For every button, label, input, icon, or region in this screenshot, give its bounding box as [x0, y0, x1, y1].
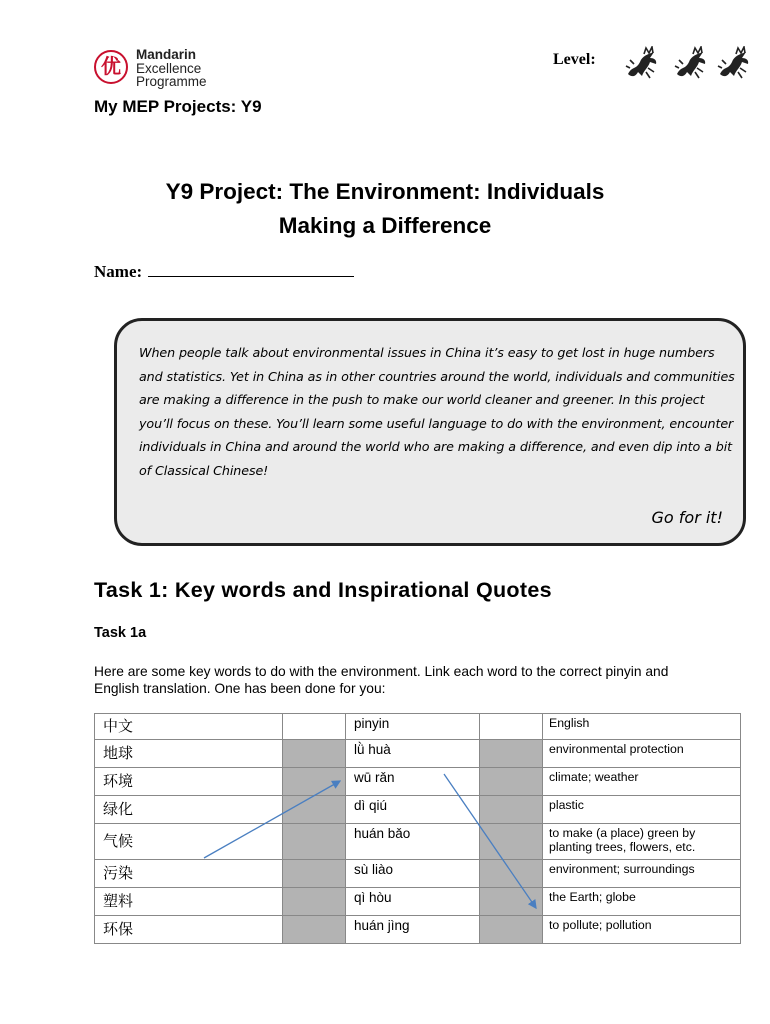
link-gap-cell[interactable]: [480, 796, 543, 824]
pinyin-word[interactable]: sù liào: [346, 860, 480, 888]
table-row: [95, 768, 741, 796]
link-gap-cell[interactable]: [283, 916, 346, 944]
header-pinyin: pinyin: [346, 714, 480, 740]
task-instruction: Here are some key words to do with the environment. Link each word to the correct pinyin and English translation. One has been done for you:: [94, 664, 669, 696]
pinyin-word[interactable]: huán jìng: [346, 916, 480, 944]
pinyin-word[interactable]: lǜ huà: [346, 740, 480, 768]
name-field: [94, 262, 354, 282]
dragon-icon: [624, 46, 660, 80]
link-gap-cell[interactable]: [480, 768, 543, 796]
link-gap-cell[interactable]: [283, 824, 346, 860]
table-row: [95, 796, 741, 824]
table-row: [95, 860, 741, 888]
link-gap-cell[interactable]: [480, 740, 543, 768]
logo-line-2: Excellence: [136, 60, 202, 76]
link-gap-cell[interactable]: [283, 768, 346, 796]
link-gap-cell[interactable]: [480, 888, 543, 916]
dragon-icon: [716, 46, 752, 80]
pinyin-word[interactable]: qì hòu: [346, 888, 480, 916]
chinese-word[interactable]: 地球: [95, 740, 283, 768]
english-word[interactable]: environmental protection: [543, 740, 741, 768]
pinyin-word[interactable]: wū rǎn: [346, 768, 480, 796]
english-word[interactable]: plastic: [543, 796, 741, 824]
link-gap-cell[interactable]: [480, 916, 543, 944]
name-label: Name:: [94, 262, 143, 281]
link-gap-cell: [283, 714, 346, 740]
link-gap-cell[interactable]: [480, 860, 543, 888]
page-title-line-2: Making a Difference: [278, 213, 492, 238]
english-word[interactable]: the Earth; globe: [543, 888, 741, 916]
english-word[interactable]: to make (a place) green by planting trees, flowers, etc.: [543, 824, 741, 860]
chinese-word[interactable]: 气候: [95, 824, 283, 860]
mep-logo: [94, 48, 234, 92]
chinese-word[interactable]: 环境: [95, 768, 283, 796]
english-word[interactable]: to pollute; pollution: [543, 916, 741, 944]
intro-callout: [114, 318, 746, 546]
dragon-icon: [673, 46, 709, 80]
keyword-table: [94, 713, 741, 944]
logo-wordmark: [136, 48, 207, 89]
subtask-heading: Task 1a: [94, 625, 147, 641]
link-gap-cell[interactable]: [283, 860, 346, 888]
logo-line-1: Mandarin: [136, 47, 197, 62]
link-gap-cell[interactable]: [283, 796, 346, 824]
pinyin-word[interactable]: dì qiú: [346, 796, 480, 824]
level-label: Level:: [553, 51, 596, 68]
chinese-word[interactable]: 绿化: [95, 796, 283, 824]
link-gap-cell[interactable]: [283, 740, 346, 768]
chinese-word[interactable]: 塑料: [95, 888, 283, 916]
intro-text: When people talk about environmental issues in China it’s easy to get lost in huge numbers and statistics. Yet in China as in other countries around the world, individuals and communities are making a difference in the push to make our world cleaner and greener. In this project you’ll focus on these. You’ll learn some useful language to do with the environment, encounter individuals in China and around the world who are making a difference, and even dip into a bit of Classical Chinese!: [139, 345, 735, 478]
logo-character: 优: [101, 56, 121, 78]
chinese-word[interactable]: 污染: [95, 860, 283, 888]
breadcrumb: My MEP Projects: Y9: [94, 97, 262, 116]
link-gap-cell[interactable]: [283, 888, 346, 916]
link-gap-cell[interactable]: [480, 824, 543, 860]
table-header-row: [95, 714, 741, 740]
page-title-line-1: Y9 Project: The Environment: Individuals: [165, 179, 605, 204]
header-english: English: [543, 714, 741, 740]
intro-signoff: Go for it!: [651, 508, 723, 527]
table-row: [95, 888, 741, 916]
pinyin-word[interactable]: huán bǎo: [346, 824, 480, 860]
link-gap-cell: [480, 714, 543, 740]
logo-line-3: Programme: [136, 74, 207, 89]
table-row: [95, 740, 741, 768]
task-heading: Task 1: Key words and Inspirational Quotes: [94, 578, 552, 602]
english-word[interactable]: climate; weather: [543, 768, 741, 796]
header-chinese: 中文: [95, 714, 283, 740]
english-word[interactable]: environment; surroundings: [543, 860, 741, 888]
table-row: [95, 916, 741, 944]
chinese-word[interactable]: 环保: [95, 916, 283, 944]
name-blank-line[interactable]: [148, 262, 354, 277]
table-row: [95, 824, 741, 860]
page-title: [60, 175, 710, 243]
